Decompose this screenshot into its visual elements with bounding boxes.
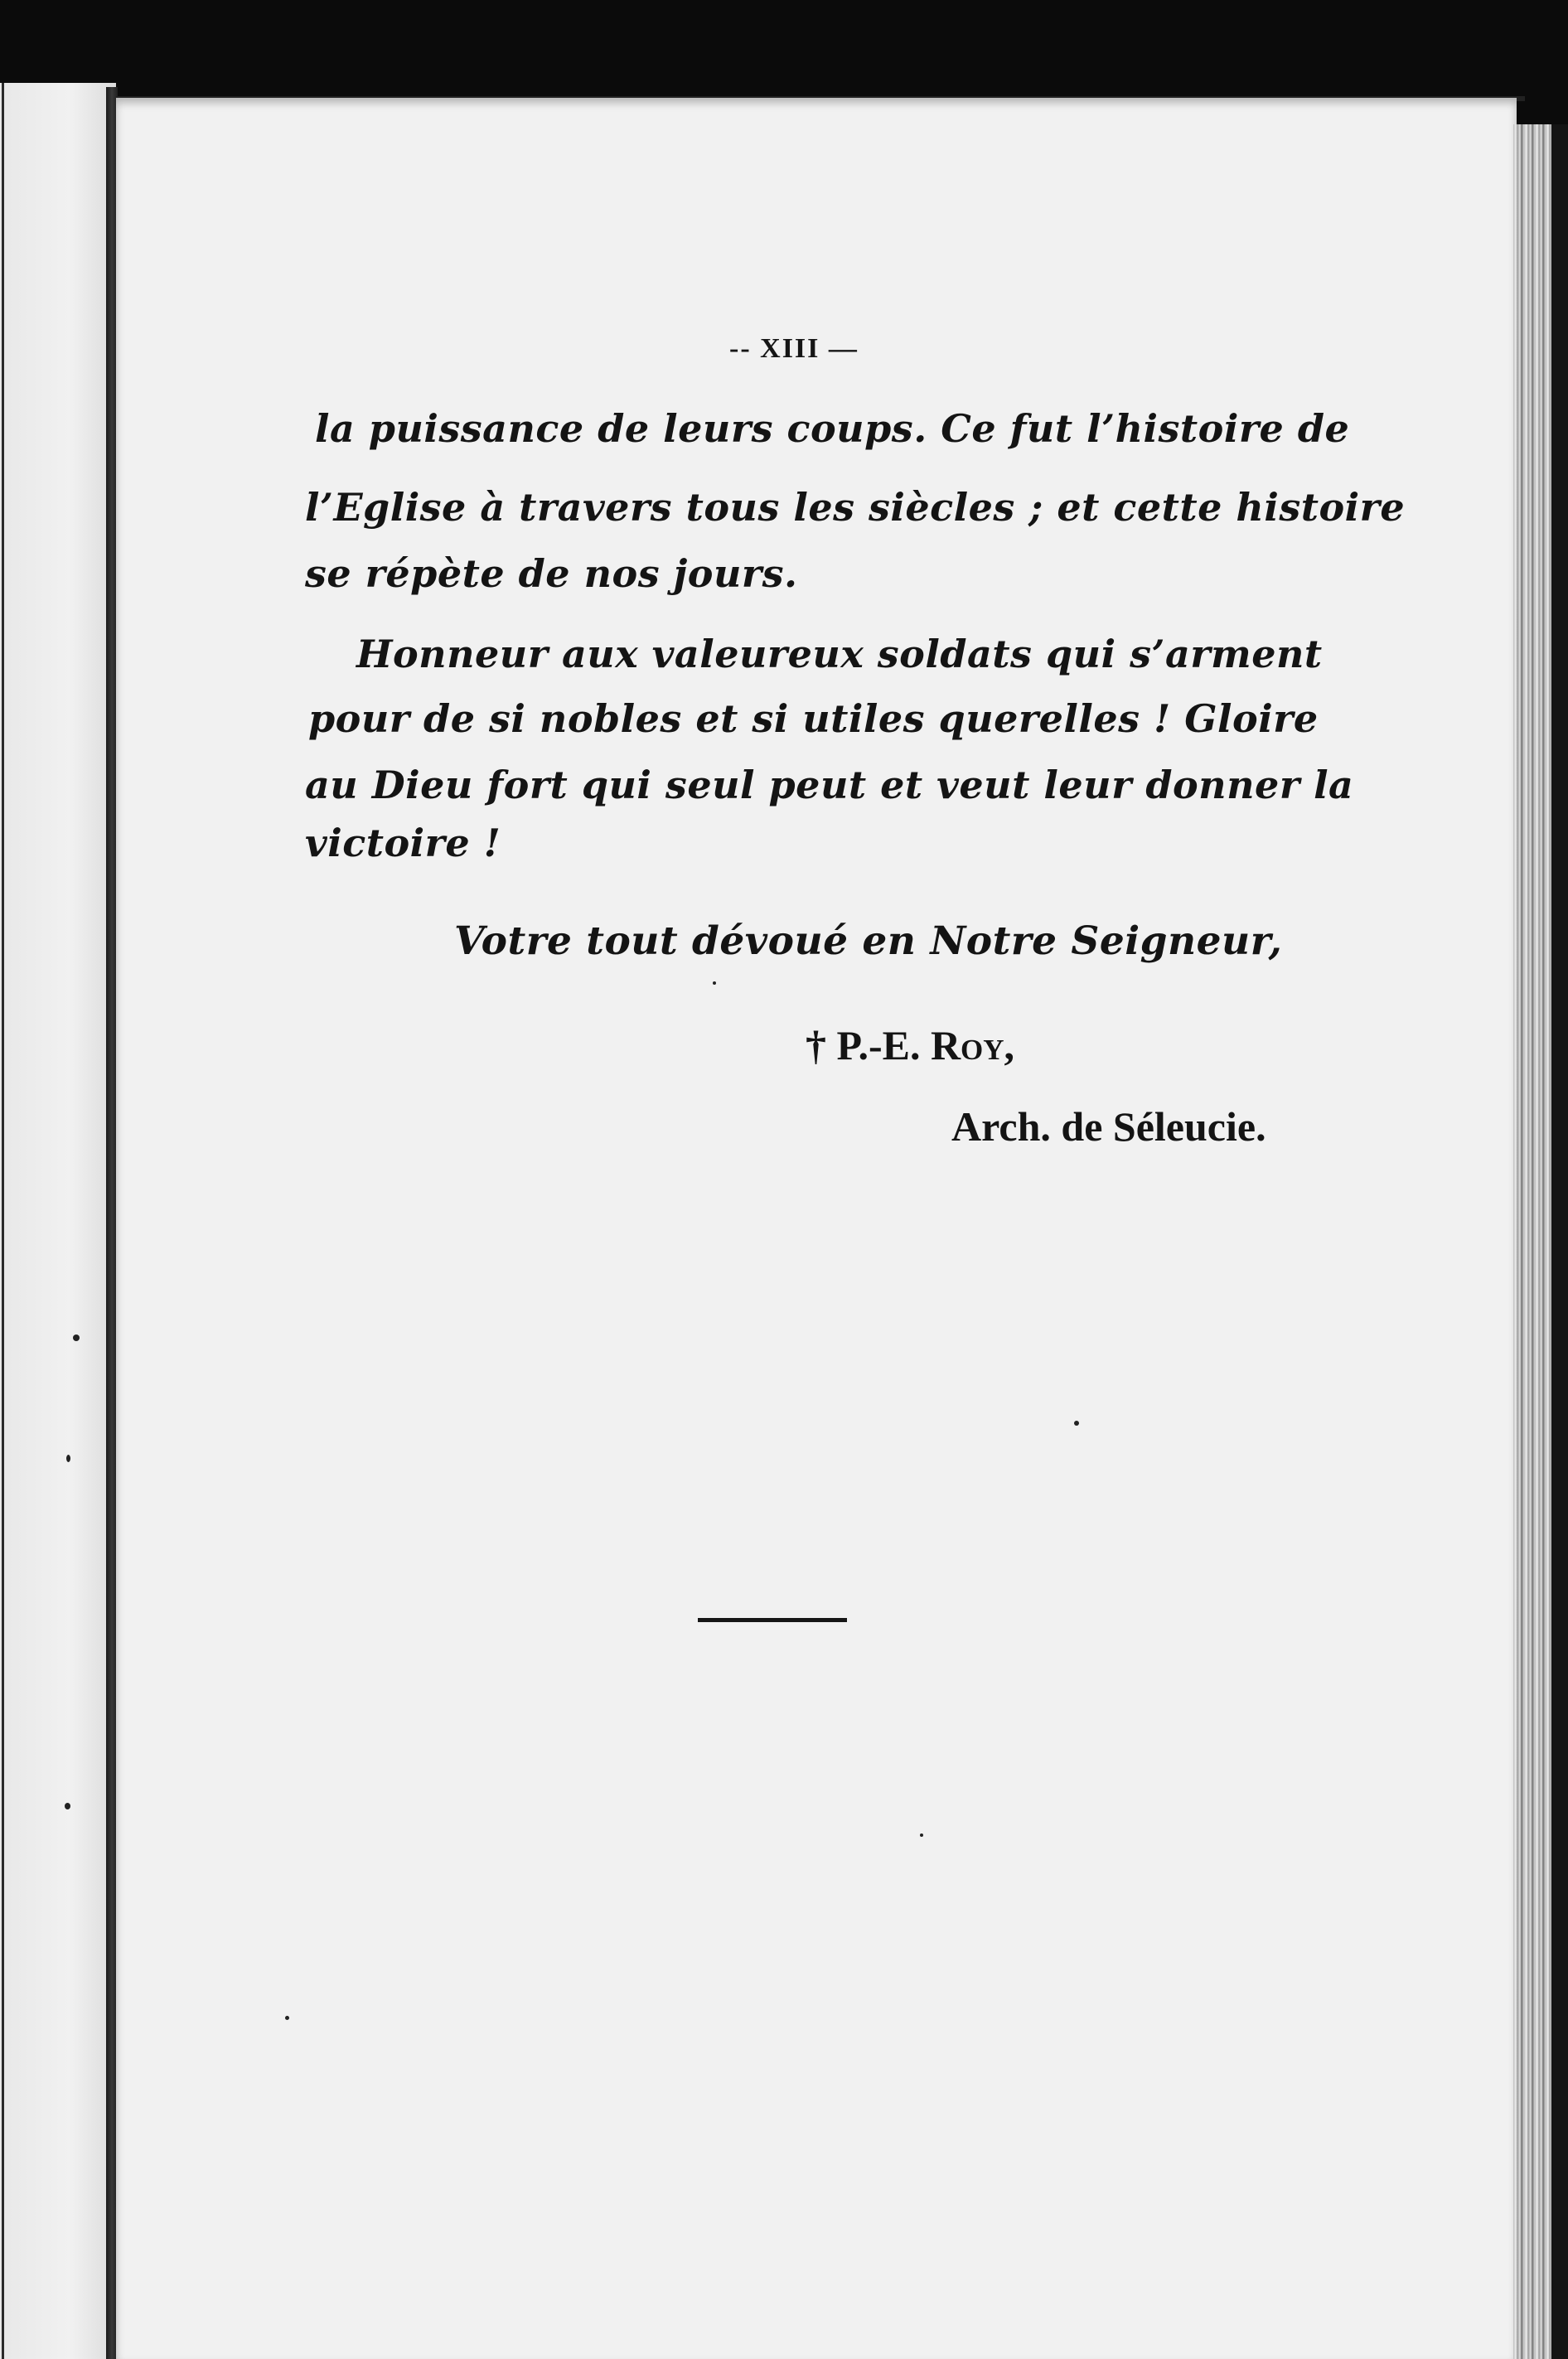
closing-salutation: Votre tout dévoué en Notre Seigneur, (454, 918, 1283, 964)
scan-speck (66, 1455, 70, 1462)
page-number: -- XIII — (729, 333, 859, 364)
text-line: victoire ! (305, 821, 501, 865)
scan-speck (73, 1335, 80, 1341)
signature-line (806, 1021, 1014, 1069)
signature-title: Arch. de Séleucie. (951, 1103, 1266, 1150)
scan-speck (65, 1803, 70, 1809)
text-line: l’Eglise à travers tous les siècles ; et cette histoire (305, 485, 1406, 530)
scan-speck (920, 1833, 923, 1837)
text-line: se répète de nos jours. (305, 551, 798, 596)
scan-speck (285, 2016, 289, 2020)
left-page-edge (2, 83, 4, 2359)
scan-speck (1074, 1421, 1079, 1426)
closing-rule (698, 1618, 847, 1622)
scan-speck (713, 981, 716, 985)
cross-symbol: † (806, 1022, 826, 1068)
text-line: Honneur aux valeureux soldats qui s’arment (356, 632, 1323, 676)
signature-initials: P.-E. (836, 1022, 921, 1068)
text-line: au Dieu fort qui seul peut et veut leur donner la (305, 763, 1354, 807)
text-line: la puissance de leurs coups. Ce fut l’histoire de (315, 406, 1350, 451)
scan-border-right (1551, 124, 1568, 2359)
text-line: pour de si nobles et si utiles querelles ! Gloire (308, 696, 1319, 741)
signature-surname: Roy, (930, 1022, 1015, 1068)
facing-page-left (0, 83, 116, 2359)
